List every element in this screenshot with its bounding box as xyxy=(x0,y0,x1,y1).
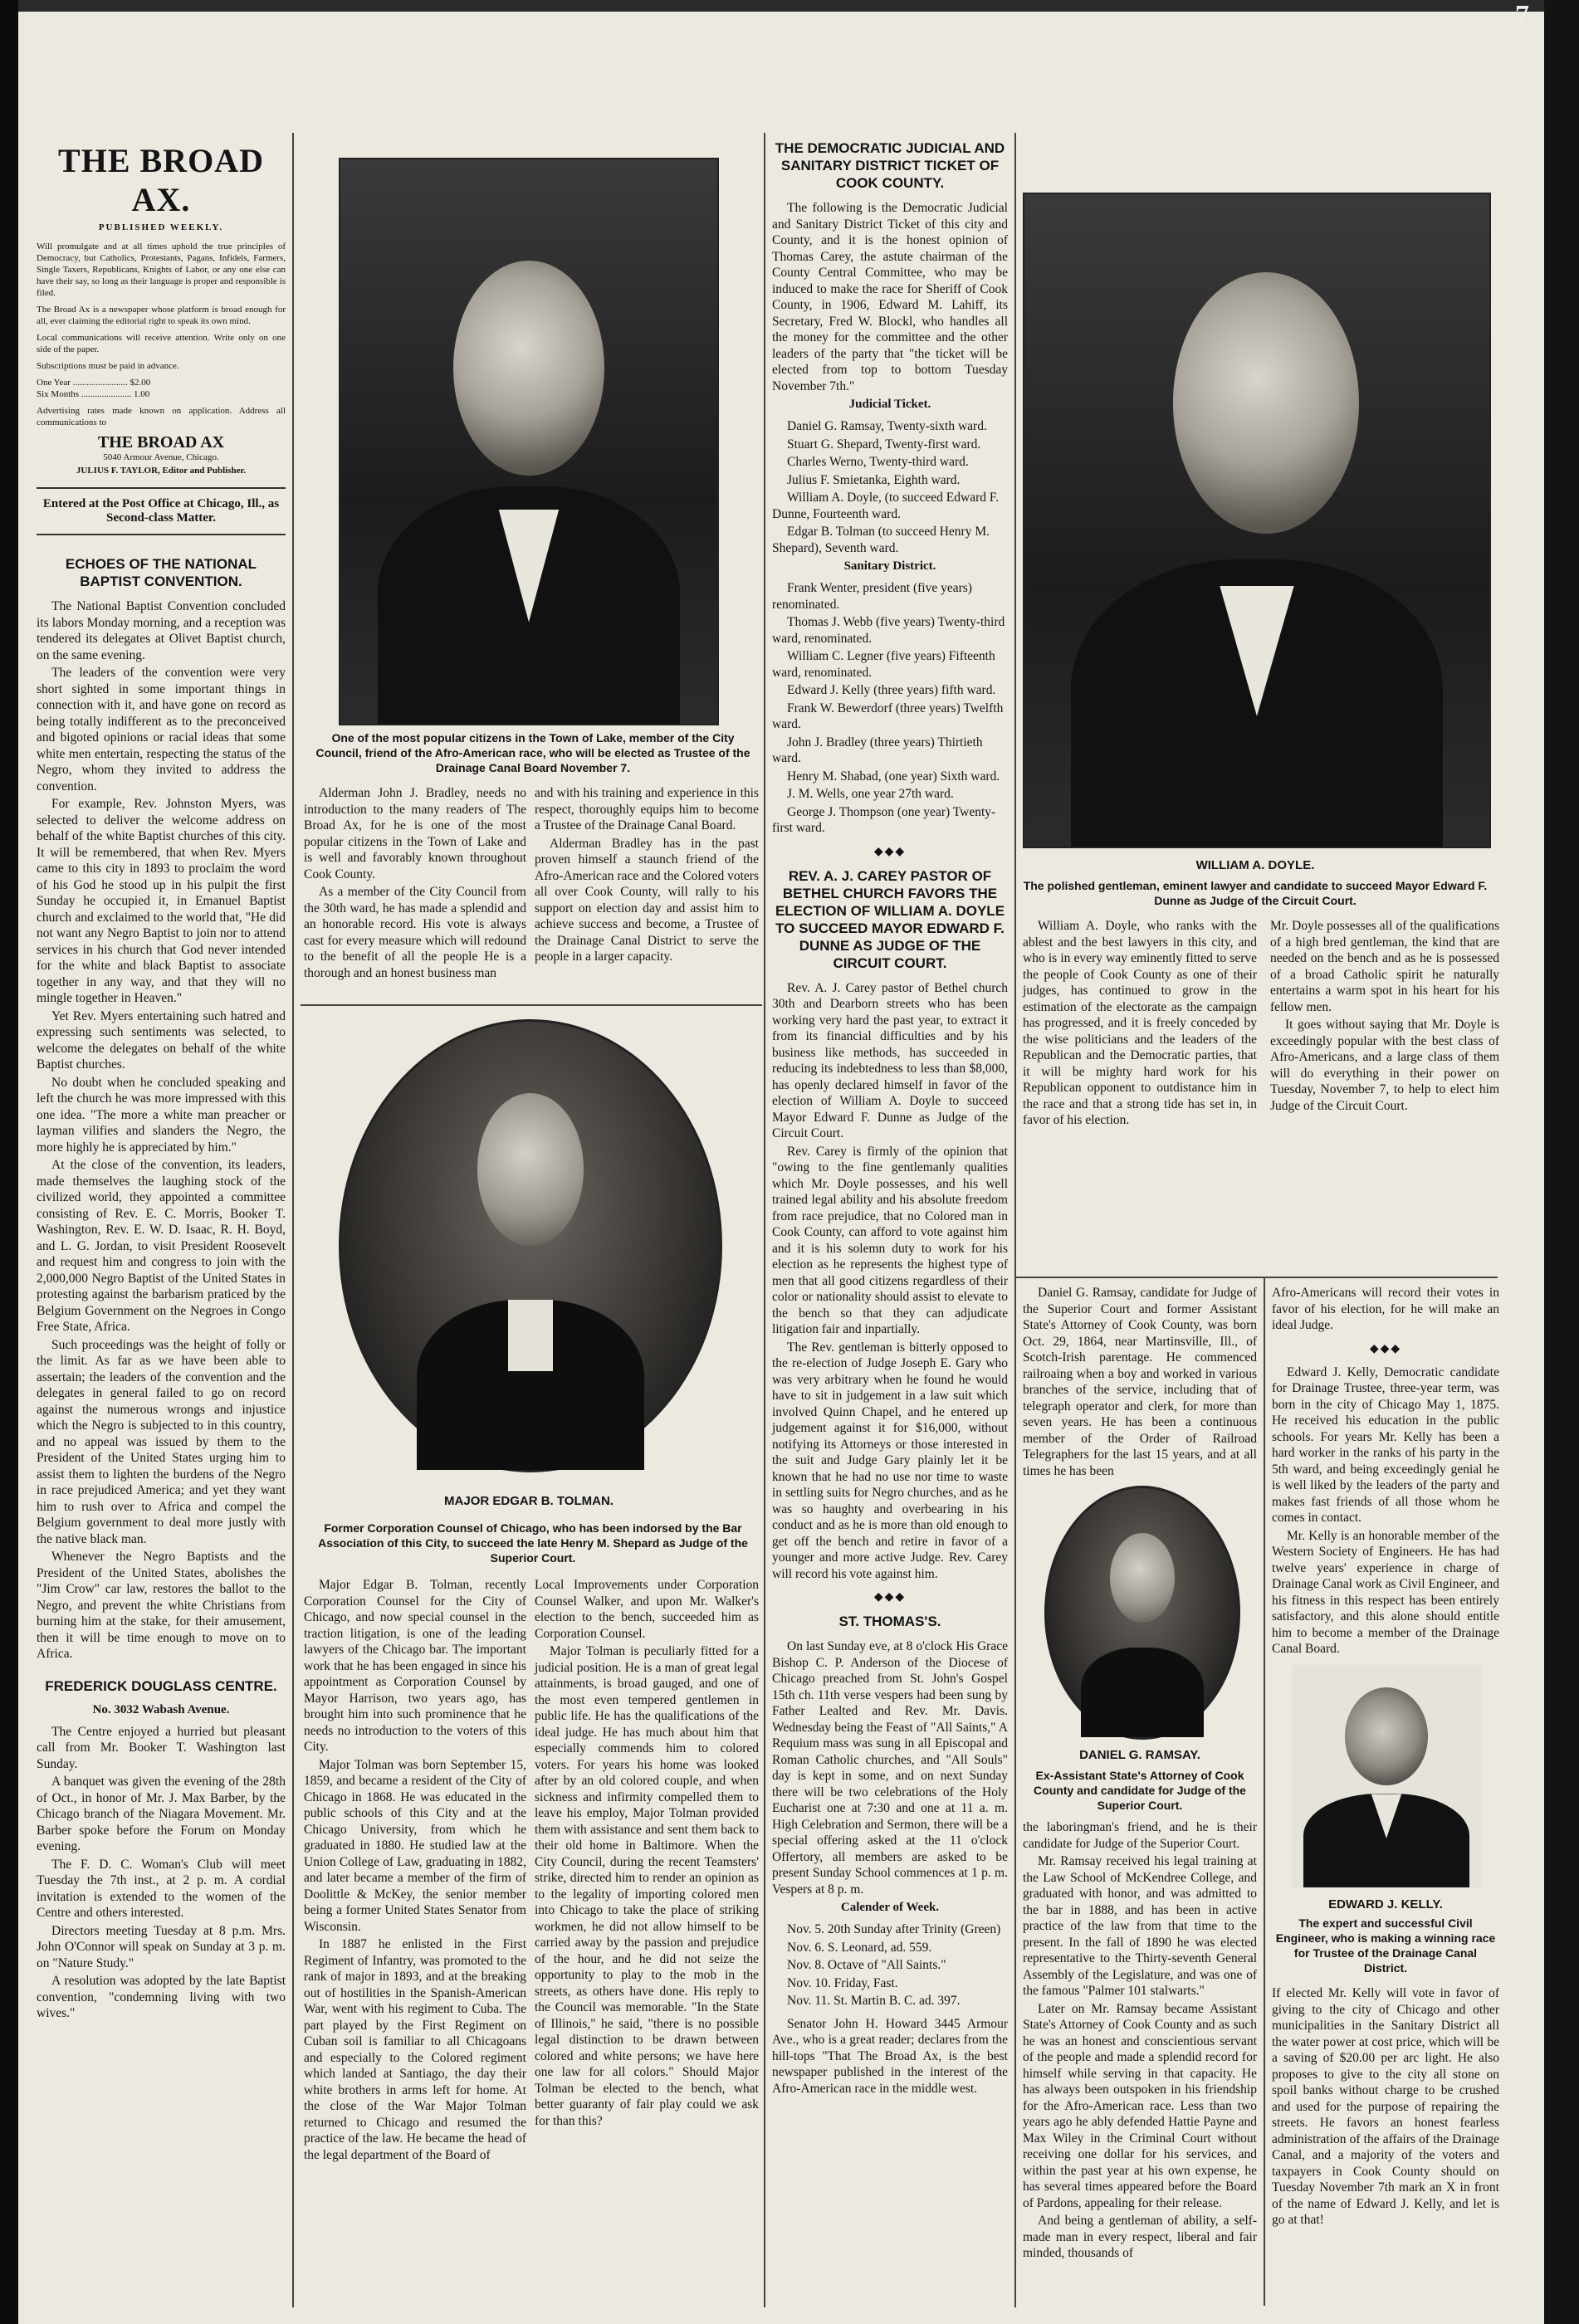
echoes-paragraph: Yet Rev. Myers entertaining such hatred and expressing such sentiments was selected, to welcome the delegates on behalf of the white Baptist churches. xyxy=(37,1008,286,1072)
echoes-paragraph: No doubt when he concluded speaking and left the church he was more impressed with this one idea. "The more a white man preacher or layman vilifies and slanders the Negro, the more highly he is appreciated by him." xyxy=(37,1075,286,1155)
judicial-candidate: Stuart G. Shepard, Twenty-first ward. xyxy=(787,437,981,452)
kelly-paragraph: Mr. Kelly is an honorable member of the Western Society of Engineers. He has had twelve years' experience in charge of Drainage Canal work as Civil Engineer, and his fitness in this respect has been entirely satisfactory, and this alone should entitle him to become a member of the Drainage Canal Board. xyxy=(1272,1528,1499,1656)
tolman-paragraph: Major Tolman is peculiarly fitted for a judicial position. He is a man of great legal attainments, is broad gauged, and one of the most even tempered gentlemen in public life. He has the qualifications of the ideal judge. He has much about him that especially commends him to colored voters. For years his home was looked after by an old colored couple, and when sickness and infirmity compelled them to leave his employ, Major Tolman provided them with assistance and sent them back to their old home in Baltimore. When the City Council, during the recent Teamsters' strike, directed him to render an opinion as to the legality of importing colored men into Chicago to take the place of striking workmen, he did not allow himself to be carried away by the passion and prejudice of the hour, and he did not seize the opportunity to play to the mob in the streets, as others have done. His reply to the Council was memorable. "In the State of Illinois," he said, "there is no possible legal distinction to be drawn between colored and white persons; we have here one law for all colors." Should Major Tolman be elected to the bench, what better guaranty of fair play could we ask for than this? xyxy=(535,1644,759,2128)
masthead-communications: Local communications will receive attention. Write only on one side of the paper. xyxy=(37,333,286,354)
kelly-body-bottom xyxy=(1272,1985,1499,2306)
calendar-entry: Nov. 10. Friday, Fast. xyxy=(787,1975,898,1990)
st-thomas-paragraph: On last Sunday eve, at 8 o'clock His Grace Bishop C. P. Anderson of the Diocese of Chicago preached from St. John's Gospel 15th ch. 11th verse vespers had been sung by Father Lealted and Rev. Mr. Davis. Wednesday being the Feast of "All Saints," A Requium mass was sung in all Episcopal and Roman Catholic churches, and "All Souls" day is kept in some, and on next Sunday there will be two celebrations of the Holy Eucharist one at 7:30 and one at 11 a. m. High Celebration and Sermon, there will be a special offering asked at the 11 o'clock Offertory, all members are asked to be present Sunday School commences at 1 p. m. Vespers at 8 p. m. xyxy=(772,1639,1008,1897)
kelly-caption: The expert and successful Civil Engineer, who is making a winning race for Trustee of the Drainage Canal District. xyxy=(1275,1916,1496,1975)
column-3 xyxy=(772,139,1008,2306)
masthead-address: 5040 Armour Avenue, Chicago. xyxy=(103,452,219,462)
echoes-headline: ECHOES OF THE NATIONAL BAPTIST CONVENTION. xyxy=(65,556,257,589)
bradley-caption: One of the most popular citizens in the Town of Lake, member of the City Council, friend of the Afro-American race, who will be elected as Trustee of the Drainage Canal Board November 7. xyxy=(315,731,750,774)
sanitary-candidate: J. M. Wells, one year 27th ward. xyxy=(787,787,954,801)
echoes-paragraph: The National Baptist Convention concluded its labors Monday morning, and a reception was tendered its delegates at Olivet Baptist church, on the same evening. xyxy=(37,599,286,662)
ramsay-body-bottom xyxy=(1023,1819,1257,2306)
masthead-title: THE BROAD AX. xyxy=(58,142,264,218)
ramsay-paragraph: the laboringman's friend, and he is their candidate for Judge of the Superior Court. xyxy=(1023,1820,1257,1851)
scan-border-right xyxy=(1544,0,1579,2324)
howard-paragraph: Senator John H. Howard 3445 Armour Ave., who is a great reader; declares from the hill-tops "That The Broad Ax, is the best newspaper published in the interest of the Afro-American race in the middle west. xyxy=(772,2016,1008,2096)
sanitary-candidate: Thomas J. Webb (five years) Twenty-third ward, renominated. xyxy=(772,615,1005,646)
subscription-six-months: Six Months ...................... 1.00 xyxy=(37,389,150,399)
echoes-paragraph: At the close of the convention, its leaders, made themselves the laughing stock of the civilized world, they appointed a committee consisting of Rev. E. C. Morris, Booker T. Washington, Rev. E. W. D. Isaac, R. H. Boyd, and L. G. Jordan, to visit President Roosevelt and request him and congress to join with the 2,000,000 Negro Baptist of the United States in protesting against the barbarism praticed by the Belgium Government on the Negroes in Congo Free State, Africa. xyxy=(37,1158,286,1334)
tolman-paragraph: Major Edgar B. Tolman, recently Corporation Counsel for the City of Chicago, and now special counsel in the traction litigation, is one of the leading lawyers of the Chicago bar. The important work that he has been engaged in since his appointment as Corporation Counsel by Mayor Harrison, two years ago, has brought him into such prominence that he needs no introduction to the voters of this City. xyxy=(304,1578,526,1754)
sanitary-candidate: Henry M. Shabad, (one year) Sixth ward. xyxy=(787,769,1000,784)
bradley-body-left xyxy=(304,785,526,1003)
douglass-centre-address: No. 3032 Wabash Avenue. xyxy=(92,1702,230,1716)
tolman-caption: Former Corporation Counsel of Chicago, who has been indorsed by the Bar Association of this City, to succeed the late Henry M. Shepard as Judge of the Superior Court. xyxy=(318,1521,748,1565)
sanitary-candidate: William C. Legner (five years) Fifteenth ward, renominated. xyxy=(772,649,995,680)
ramsay-paragraph: Later on Mr. Ramsay became Assistant State's Attorney of Cook County and as such he was an honest and conscientious servant of the people and made a splendid record for himself while serving in that capacity. He has always been outspoken in his friendship for the Afro-American race. Less than two years ago he ably defended Hattie Payne and Max Wiley in the Criminal Court without receiving one dollar for his services, and within the past year at his own expense, he has several times appeared before the Board of Pardons, appealing for their release. xyxy=(1023,2001,1257,2210)
douglass-paragraph: A banquet was given the evening of the 28th of Oct., in honor of Mr. J. Max Barber, by the Chicago branch of the Niagara Movement. Mr. Barber spoke before the Forum on Monday evening. xyxy=(37,1775,286,1853)
douglass-paragraph: The F. D. C. Woman's Club will meet Tuesday the 7th inst., at 2 p. m. A cordial invitation is extended to the women of the Centre and others interested. xyxy=(37,1857,286,1920)
doyle-caption: The polished gentleman, eminent lawyer and candidate to succeed Mayor Edward F. Dunne as Judge of the Circuit Court. xyxy=(1023,879,1488,907)
calendar-entry: Nov. 11. St. Martin B. C. ad. 397. xyxy=(787,1994,961,2008)
ramsay-caption: Ex-Assistant State's Attorney of Cook County and candidate for Judge of the Superior Court. xyxy=(1034,1769,1246,1812)
ticket-intro: The following is the Democratic Judicial and Sanitary District Ticket of this city and County, and it is the honest opinion of Thomas Carey, the astute chairman of the County Central Committee, who may be induced to make the race for Sheriff of Cook County, in 1906, Edward M. Lahiff, its Secretary, Fred W. Blockl, who handles all the money for the committee and the other leaders of the party that "the ticket will be elected from top to bottom Tuesday November 7th." xyxy=(772,201,1008,393)
bradley-body-right xyxy=(535,785,759,1003)
sanitary-candidate: Frank Wenter, president (five years) renominated. xyxy=(772,581,972,612)
entered-notice: Entered at the Post Office at Chicago, Ill., as Second-class Matter. xyxy=(37,487,286,535)
page-number: 7 xyxy=(1515,0,1529,31)
bradley-name: JOHN J. BRADLEY. xyxy=(472,702,586,716)
kelly-paragraph: If elected Mr. Kelly will vote in favor of giving to the city of Chicago and other municipalities in the Sanitary District all the water power at cost price, which will be a saving of $20.00 per arc light. He also proposes to give to the city all stone on spoil banks without charge to be crushed and used for the purpose of repairing the streets. He favors an honest fearless administration of the affairs of the Drainage Canal, and a majority of the voters and taxpayers in Cook County should on Tuesday November 7th mark an X in front of the name of Edward J. Kelly, and let is go at that! xyxy=(1272,1986,1499,2227)
bradley-paragraph: Alderman Bradley has in the past proven himself a staunch friend of the Afro-American race and the Colored voters all over Cook County, will rally to his support on election day and assist him to achieve success and become, a Trustee of the Drainage Canal District to serve the people in a larger capacity. xyxy=(535,836,759,964)
column-rule xyxy=(1264,1277,1265,2306)
douglass-paragraph: Directors meeting Tuesday at 8 p.m. Mrs. John O'Connor will speak on Sunday at 3 p. m. on "Nature Study." xyxy=(37,1923,286,1970)
kelly-body-mid xyxy=(1272,1653,1499,1660)
portrait-daniel-g-ramsay xyxy=(1044,1486,1240,1740)
ramsay-paragraph: Daniel G. Ramsay, candidate for Judge of the Superior Court and former Assistant State's Attorney of Cook County, was born Oct. 29, 1864, near Martinsville, Ill., of Scotch-Irish parentage. He commenced railroaing when a boy and worked in various branches of the service, including that of telegraph operator and clerk, for more than seven years. He has been a continuous member of the Order of Railroad Telegraphers for the last 15 years, and at all times he has been xyxy=(1023,1286,1257,1478)
masthead xyxy=(37,141,286,535)
douglass-centre-headline: FREDERICK DOUGLASS CENTRE. xyxy=(45,1677,277,1694)
column-rule xyxy=(292,133,294,2307)
ramsay-name: DANIEL G. RAMSAY. xyxy=(1079,1748,1200,1762)
calendar-entry: Nov. 6. S. Leonard, ad. 559. xyxy=(787,1940,932,1955)
sanitary-candidate: Edward J. Kelly (three years) fifth ward. xyxy=(787,683,996,697)
doyle-paragraph: Mr. Doyle possesses all of the qualifications of a high bred gentleman, the kind that are needed on the bench and as he is possessed of a broad Catholic spirit he naturally entertains a warm spot in his heart for his fellow men. xyxy=(1270,919,1499,1014)
sanitary-candidate: Frank W. Bewerdorf (three years) Twelfth ward. xyxy=(772,701,1004,731)
kelly-paragraph: Afro-Americans will record their votes in favor of his election, for he will make an ideal Judge. xyxy=(1272,1286,1499,1332)
masthead-advance: Subscriptions must be paid in advance. xyxy=(37,361,179,371)
doyle-paragraph: William A. Doyle, who ranks with the ablest and the best lawyers in this city, and who is in every way eminently fitted to serve the people of Cook County as one of their judges, has continued to grow in the estimation of the electorate as the campaign has progressed, and it is freely conceded by the wise politicians and the leaders of the Republican and the Democratic parties, that it will be mighty hard work for his Republican opponent to outdistance him in the race and that a strong tide has set in, in favor of his election. xyxy=(1023,919,1257,1127)
ticket-headline: THE DEMOCRATIC JUDICIAL AND SANITARY DISTRICT TICKET OF COOK COUNTY. xyxy=(775,140,1005,191)
echoes-paragraph: Such proceedings was the height of folly or the limit. As far as we have been able to assertain; the leaders of the convention and the delegates in general failed to go on record against the numerous wrongs and injustice which the Negro is subjected to in this country, and no appeal was issued by them to the President of the United States urging him to assist them to lighten the burdens of the Negro in race prejudiced America; and yet they want him to rush over to Africa and compel the Belgium government to deal more justly with the native black man. xyxy=(37,1337,286,1546)
judicial-candidate: Julius F. Smietanka, Eighth ward. xyxy=(787,472,961,487)
tolman-paragraph: In 1887 he enlisted in the First Regiment of Infantry, was promoted to the rank of major in 1893, and at the breaking out of hostilities in the Spanish-American War, went with his regiment to Cuba. The part played by the First Regiment on Cuban soil is familiar to all Chicagoans and especially to the Colored regiment which landed at Santiago, the day their white brothers in arms left for home. At the close of the War Major Tolman returned to Chicago and resumed the practice of the law. He became the head of the legal department of the Board of xyxy=(304,1937,526,2162)
section-rule xyxy=(1014,1277,1498,1278)
masthead-name: THE BROAD AX xyxy=(97,433,225,452)
subscription-one-year: One Year ........................ $2.00 xyxy=(37,378,151,388)
doyle-paragraph: It goes without saying that Mr. Doyle is exceedingly popular with the best class of Afro-Americans, and a large class of them will do everything in their power on Tuesday, November 7, to help to elect him Judge of the Circuit Court. xyxy=(1270,1018,1499,1113)
calendar-entry: Nov. 5. 20th Sunday after Trinity (Green) xyxy=(787,1922,1001,1936)
carey-paragraph: The Rev. gentleman is bitterly opposed to the re-election of Judge Joseph E. Gary who was very arbitrary when he found he would have to sit in judgement in a law suit which involved Quinn Chapel, and he entered up judgement against it for $16,000, without notifying its Attorneys or those interested in the suit and Judge Gary plainly let it be known that he had no use nor time to waste in settling suits for Negro churches, and as he was so haughty and overbearing in his conduct and as he is more than old enough to get off the bench and retire in favor of a younger and more active Judge. Rev. Carey will record his vote against him. xyxy=(772,1340,1008,1581)
kelly-name: EDWARD J. KELLY. xyxy=(1328,1897,1443,1911)
douglass-paragraph: The Centre enjoyed a hurried but pleasant call from Mr. Booker T. Washington last Sunday. xyxy=(37,1724,286,1771)
calendar-entry: Nov. 8. Octave of "All Saints." xyxy=(787,1958,946,1972)
calendar-label: Calender of Week. xyxy=(840,1901,940,1914)
scan-border-left xyxy=(0,0,18,2324)
judicial-candidate: Daniel G. Ramsay, Twenty-sixth ward. xyxy=(787,419,987,433)
tolman-paragraph: Local Improvements under Corporation Counsel Walker, and upon Mr. Walker's election to the bench, succeeded him as Corporation Counsel. xyxy=(535,1578,759,1641)
masthead-editor: JULIUS F. TAYLOR, Editor and Publisher. xyxy=(76,466,247,476)
masthead-subtitle: PUBLISHED WEEKLY. xyxy=(98,222,224,232)
masthead-advertising: Advertising rates made known on application. Address all communications to xyxy=(37,406,286,427)
ramsay-body-top xyxy=(1023,1285,1257,1478)
echoes-paragraph: Whenever the Negro Baptists and the President of the United States, abolishes the "Jim Crow" car law, restores the ballot to the Negro, and prevent the white Christians from burning him at the stake, for their amusement, then it will be time enough to move on to Africa. xyxy=(37,1550,286,1661)
st-thomas-headline: ST. THOMAS'S. xyxy=(838,1614,941,1629)
judicial-candidate: William A. Doyle, (to succeed Edward F. Dunne, Fourteenth ward. xyxy=(772,491,1000,521)
column-rule xyxy=(764,133,765,2307)
tolman-body-right xyxy=(535,1577,759,2299)
ornament-divider: ◆◆◆ xyxy=(873,845,907,858)
portrait-edward-j-kelly xyxy=(1292,1665,1481,1887)
carey-paragraph: Rev. A. J. Carey pastor of Bethel church 30th and Dearborn streets who has been working very hard the past year, to extract it from its financial difficulties and by his business like methods, has succeeded in reducing its indebtedness to less than $8,000, has openly declared himself in favor of the election of William A. Doyle to succeed Mayor Edward F. Dunne as Judge of the Circuit Court. xyxy=(772,980,1008,1140)
kelly-body-top xyxy=(1272,1285,1499,1656)
masthead-note: The Broad Ax is a newspaper whose platform is broad enough for all, ever claiming the editorial right to speak its own mind. xyxy=(37,305,286,326)
judicial-candidate: Edgar B. Tolman (to succeed Henry M. Shepard), Seventh ward. xyxy=(772,525,990,555)
echoes-paragraph: For example, Rev. Johnston Myers, was selected to deliver the welcome address on behalf of the white Baptist churches of this city. It will be remembered, that when Rev. Myers came to this city in 1893 to proclaim the word of his God he stood up in his pulpit the first Sunday he occupied it, in Emanuel Baptist church and exclaimed to the world that, "He did not want any Negro Baptist to join nor to attend services in his church that God never intended for the white and black Baptist to associate together in any way, and that they will no mingle together in Heaven." xyxy=(37,797,286,1005)
portrait-john-j-bradley xyxy=(339,158,719,725)
judicial-candidate: Charles Werno, Twenty-third ward. xyxy=(787,455,969,469)
tolman-paragraph: Major Tolman was born September 15, 1859, and became a resident of the City of Chicago in 1868. He was educated in the public schools of this City and at the Chicago University, from which he graduated in 1880. He studied law at the Union College of Law, graduating in 1882, and later became a member of the firm of Doolittle & McKey, the senior member being a former United States Senator from Wisconsin. xyxy=(304,1757,526,1934)
ornament-divider: ◆◆◆ xyxy=(1369,1342,1402,1355)
douglass-paragraph: A resolution was adopted by the late Baptist convention, "condemning living with two wives." xyxy=(37,1974,286,2020)
judicial-ticket-label: Judicial Ticket. xyxy=(848,398,931,411)
portrait-edgar-b-tolman xyxy=(339,1019,722,1472)
ramsay-paragraph: And being a gentleman of ability, a self-made man in every respect, liberal and fair minded, thousands of xyxy=(1023,2214,1257,2260)
kelly-paragraph: Edward J. Kelly, Democratic candidate for Drainage Trustee, three-year term, was born in the city of Chicago May 1, 1875. He received his education in the public schools. For years Mr. Kelly has been a hard worker in the ranks of his party in the 5th ward, and being exceedingly genial he is well liked by the leaders of the party and makes fast friends of all those whom he comes in contact. xyxy=(1272,1365,1499,1525)
doyle-body-right xyxy=(1270,918,1499,1275)
portrait-william-a-doyle xyxy=(1023,193,1491,848)
tolman-body-left xyxy=(304,1577,526,2299)
sanitary-candidate: John J. Bradley (three years) Thirtieth ward. xyxy=(772,735,983,765)
doyle-name: WILLIAM A. DOYLE. xyxy=(1195,858,1315,872)
doyle-body-left xyxy=(1023,918,1257,1275)
bradley-paragraph: Alderman John J. Bradley, needs no introduction to the many readers of The Broad Ax, for he is one of the most popular citizens in the Town of Lake and is well and favorably known throughout Cook County. xyxy=(304,786,526,881)
sanitary-candidate: George J. Thompson (one year) Twenty-first ward. xyxy=(772,804,996,835)
ramsay-paragraph: Mr. Ramsay received his legal training at the Law School of McKendree College, and graduated with honor, and was admitted to the bar in 1888, and has been in active practice of the law from that time to the present. In the fall of 1890 he was elected representative to the Thirty-seventh General Assembly of the Legislature, and was one of the famous "Palmer 101 stalwarts." xyxy=(1023,1854,1257,1998)
bradley-paragraph: As a member of the City Council from the 30th ward, he has made a splendid and an honorable record. His vote is always cast for every measure which will redound to the benefit of all the people He is a thorough and an honest business man xyxy=(304,885,526,980)
column-rule xyxy=(1014,133,1016,2307)
carey-headline: REV. A. J. CAREY PASTOR OF BETHEL CHURCH FAVORS THE ELECTION OF WILLIAM A. DOYLE TO SUCCEED MAYOR EDWARD F. DUNNE AS JUDGE OF THE CIRCUIT COURT. xyxy=(775,867,1005,971)
tolman-name: MAJOR EDGAR B. TOLMAN. xyxy=(444,1494,614,1508)
masthead-principles: Will promulgate and at all times uphold the true principles of Democracy, but Catholics, Protestants, Pagans, Infidels, Farmers, Single Taxers, Republicans, Knights of Labor, or any one else can have their say, so long as their language is proper and responsible is filed. xyxy=(37,242,286,298)
sanitary-district-label: Sanitary District. xyxy=(843,559,936,573)
carey-paragraph: Rev. Carey is firmly of the opinion that "owing to the fine gentlemanly qualities which Mr. Doyle possesses, and his well trained legal ability and his absolute freedom from race prejudice, that no Colored man in Cook County, can afford to vote against him and it is his solemn duty to work for his election as he represents the highest type of men that all good citizens regardless of their color or nationality should assist to elevate to the bench so that they can adjudicate litigation fair and inpartially. xyxy=(772,1144,1008,1336)
section-rule xyxy=(301,1004,762,1006)
ornament-divider: ◆◆◆ xyxy=(873,1591,907,1604)
echoes-paragraph: The leaders of the convention were very short sighted in some important things in connection with it, and have gone on record as being totally indifferent as to the preconceived and bigoted opinions or racial ideas that some white men entertain, respecting the status of the Negro, whom they invited to address the convention. xyxy=(37,666,286,793)
column-1 xyxy=(37,116,286,2307)
bradley-paragraph: and with his training and experience in this respect, thoroughly equips him to become a Trustee of the Drainage Canal Board. xyxy=(535,786,759,832)
scan-border-top xyxy=(0,0,1579,12)
